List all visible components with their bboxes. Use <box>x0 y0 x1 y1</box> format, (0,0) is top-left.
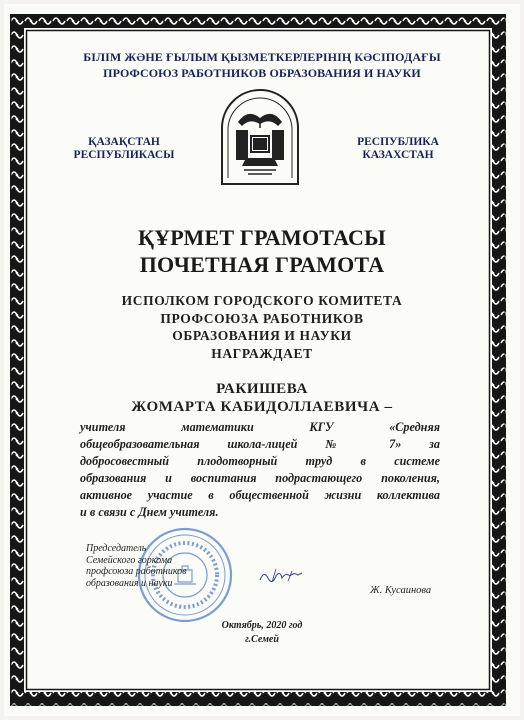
body-line: образования и воспитания подрастающего поколения, <box>80 471 440 485</box>
body-line: общеобразовательная школа-лицей № 7» за <box>80 437 440 451</box>
union-emblem-icon <box>218 88 302 186</box>
recipient-given-name: ЖОМАРТА КАБИДОЛЛАЕВИЧА – <box>131 399 393 415</box>
committee-block <box>0 292 524 362</box>
signatory-line: образования и науки <box>86 577 173 589</box>
country-ru-line2: КАЗАХСТАН <box>362 149 434 161</box>
body-line: учителя математики КГУ «Средняя <box>80 420 440 434</box>
title-kz: ҚҰРМЕТ ГРАМОТАСЫ <box>138 225 386 250</box>
signatory-line: профсоюза работников <box>86 566 187 577</box>
committee-line: ОБРАЗОВАНИЯ И НАУКИ <box>172 328 352 343</box>
body-line: активное участие в общественной жизни коллектива <box>80 488 440 502</box>
recipient-surname: РАКИШЕВА <box>216 381 308 397</box>
body-line: добросовестный плодотворный труд в системе <box>80 454 440 468</box>
country-kz <box>44 136 204 162</box>
committee-line: ПРОФСОЮЗА РАБОТНИКОВ <box>160 310 364 326</box>
body-line: и в связи с Днем учителя. <box>80 505 219 519</box>
country-ru <box>318 136 478 162</box>
org-name-kz: БІЛІМ ЖӘНЕ ҒЫЛЫМ ҚЫЗМЕТКЕРЛЕРІНІҢ КӘСІПОДАҒЫ <box>83 50 441 64</box>
signatory-name: Ж. Кусаинова <box>370 585 432 596</box>
handwritten-signature <box>258 566 304 586</box>
signatory-title <box>86 543 186 589</box>
award-date: Октябрь, 2020 год <box>221 620 303 631</box>
country-ru-line1: РЕСПУБЛИКА <box>357 136 439 148</box>
country-kz-line1: ҚАЗАҚСТАН <box>88 136 160 148</box>
title-ru: ПОЧЕТНАЯ ГРАМОТА <box>139 252 385 277</box>
committee-line: ИСПОЛКОМ ГОРОДСКОГО КОМИТЕТА <box>121 293 403 308</box>
signatory-line: Председатель <box>86 543 147 554</box>
signatory-line: Семейского горкома <box>86 554 173 566</box>
committee-line: НАГРАЖДАЕТ <box>211 345 313 361</box>
org-name-ru: ПРОФСОЮЗ РАБОТНИКОВ ОБРАЗОВАНИЯ И НАУКИ <box>103 66 421 80</box>
country-kz-line2: РЕСПУБЛИКАСЫ <box>73 149 175 161</box>
award-city: г.Семей <box>245 634 279 645</box>
